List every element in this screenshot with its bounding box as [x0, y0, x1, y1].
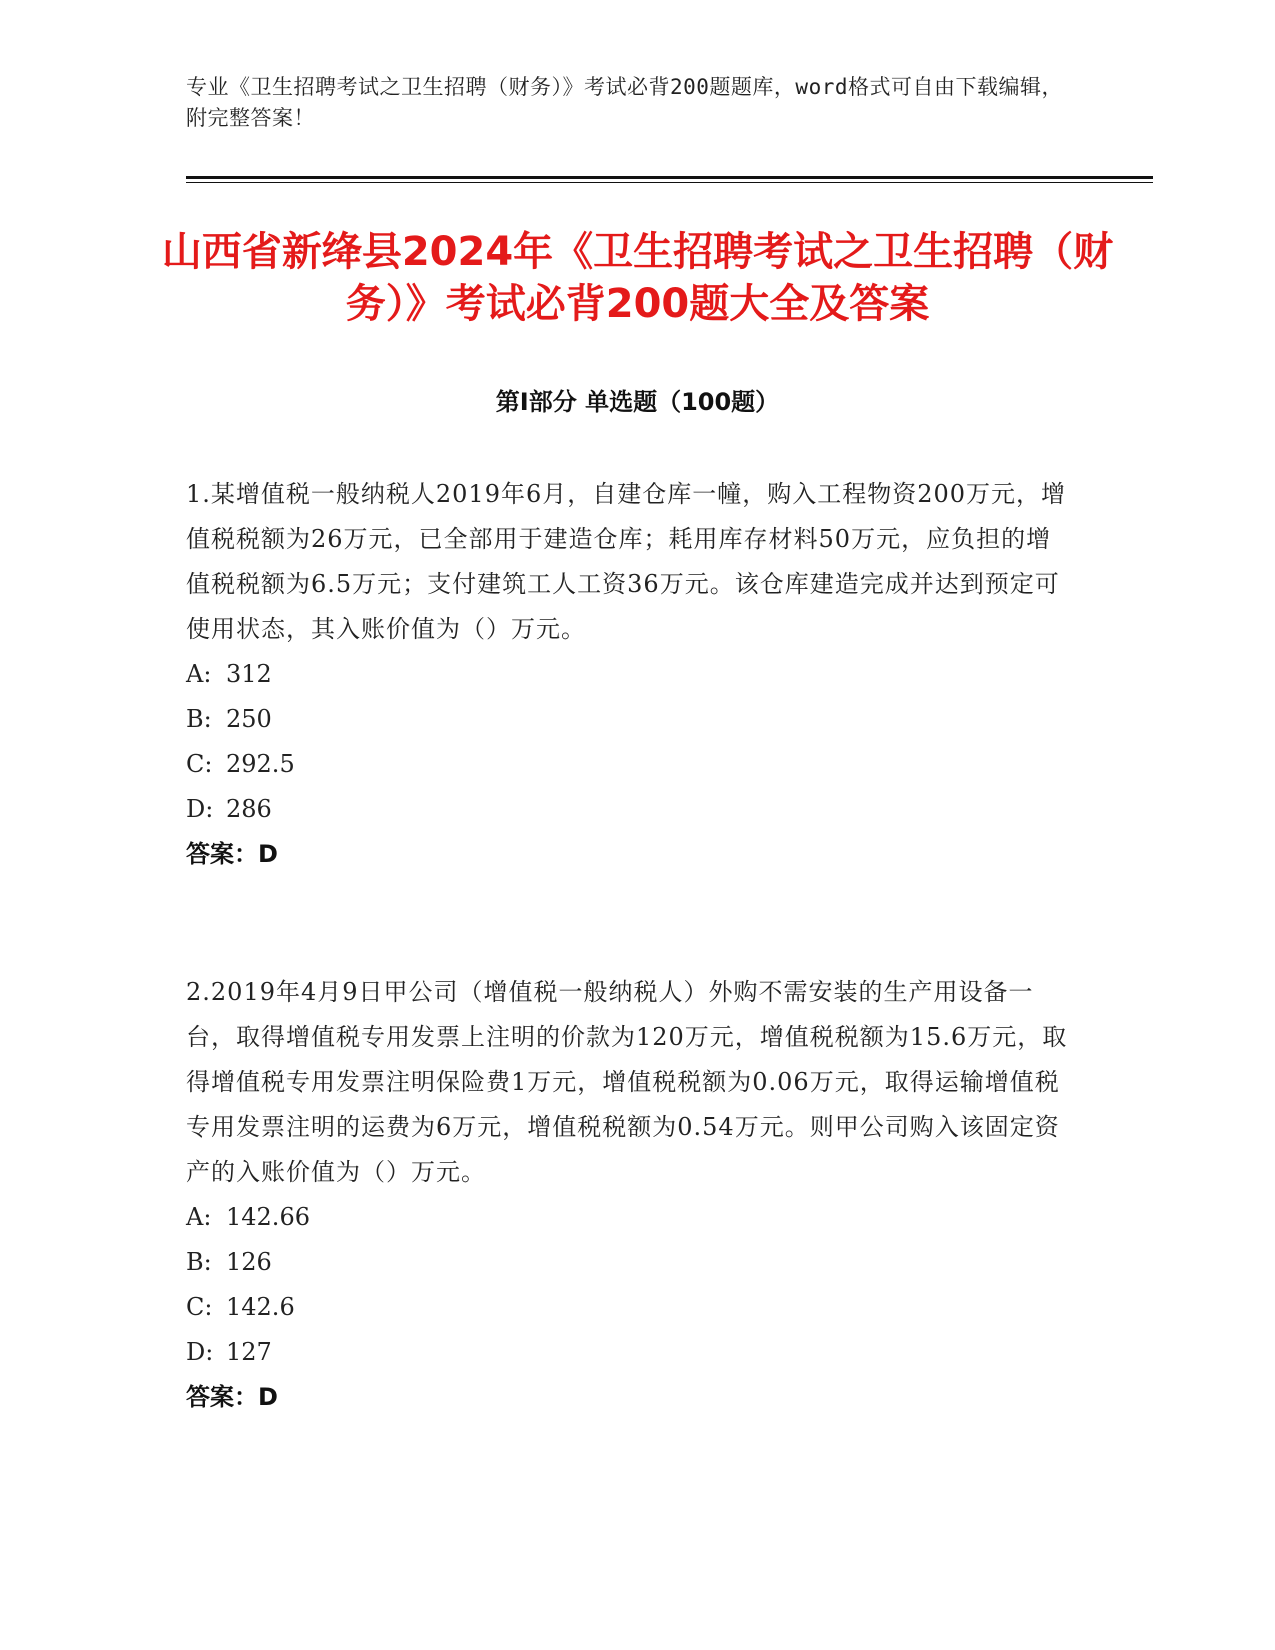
option-text: 142.6: [226, 1293, 295, 1321]
question-stem: 2.2019年4月9日甲公司（增值税一般纳税人）外购不需安装的生产用设备一台，取得增值税专用发票上注明的价款为120万元，增值税税额为15.6万元，取得增值税专用发票注明保险费1万元，增值税税额为0.06万元，取得运输增值税专用发票注明的运费为6万元，增值税税额为0.54万元。则甲公司购入该固定资产的入账价值为（）万元。: [186, 978, 1068, 1186]
header-divider-thin: [186, 182, 1153, 183]
option-text: 142.66: [226, 1203, 310, 1231]
option-letter: B:: [186, 705, 212, 733]
question-2: [186, 970, 1071, 1420]
option-a: [186, 1195, 1071, 1240]
option-text: 250: [226, 705, 272, 733]
question-1: [186, 472, 1071, 877]
option-d: [186, 1330, 1071, 1375]
option-b: [186, 697, 1071, 742]
option-letter: C:: [186, 1293, 213, 1321]
section-heading: 第I部分 单选题（100题）: [495, 388, 780, 416]
option-b: [186, 1240, 1071, 1285]
option-letter: A:: [186, 1203, 212, 1231]
header-divider-thick: [186, 176, 1153, 179]
question-stem: 1.某增值税一般纳税人2019年6月，自建仓库一幢，购入工程物资200万元，增值税税额为26万元，已全部用于建造仓库；耗用库存材料50万元，应负担的增值税税额为6.5万元；支付建筑工人工资36万元。该仓库建造完成并达到预定可使用状态，其入账价值为（）万元。: [186, 480, 1067, 643]
option-text: 286: [226, 795, 272, 823]
option-c: [186, 1285, 1071, 1330]
document-title: 山西省新绛县2024年《卫生招聘考试之卫生招聘（财务）》考试必背200题大全及答案: [161, 229, 1114, 327]
option-letter: B:: [186, 1248, 212, 1276]
answer-line: 答案：D: [186, 1383, 278, 1411]
option-letter: D:: [186, 1338, 214, 1366]
option-letter: D:: [186, 795, 214, 823]
option-text: 312: [226, 660, 272, 688]
header-note: 专业《卫生招聘考试之卫生招聘（财务）》考试必背200题题库，word格式可自由下载编辑，附完整答案！: [186, 75, 1063, 130]
option-d: [186, 787, 1071, 832]
option-a: [186, 652, 1071, 697]
option-letter: C:: [186, 750, 213, 778]
option-text: 292.5: [226, 750, 295, 778]
option-letter: A:: [186, 660, 212, 688]
option-text: 127: [226, 1338, 272, 1366]
option-c: [186, 742, 1071, 787]
answer-line: 答案：D: [186, 840, 278, 868]
option-text: 126: [226, 1248, 272, 1276]
